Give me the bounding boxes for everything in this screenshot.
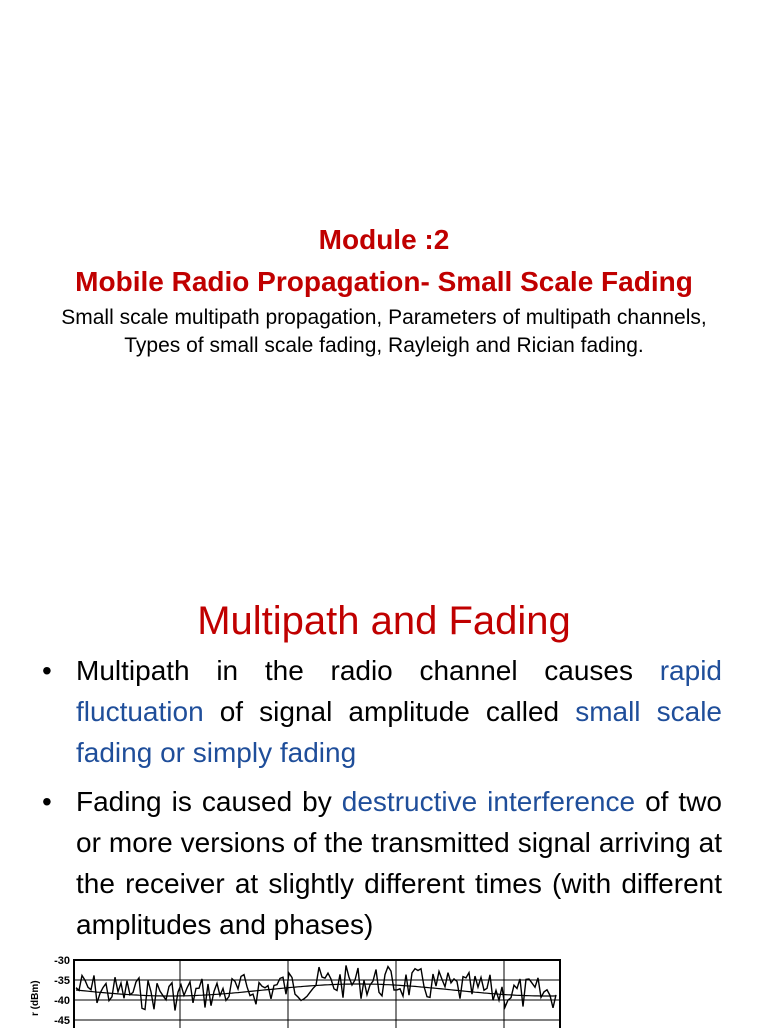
bullet-list	[40, 650, 722, 953]
module-title: Module :2	[318, 224, 450, 255]
bullet-marker: •	[42, 786, 52, 817]
bullet-text: of two or more versions of the transmitted signal arriving at the receiver at slightly different times (with different amplitudes and phases)	[76, 786, 723, 940]
y-tick-label: -30	[54, 955, 70, 967]
module-description: Small scale multipath propagation, Parameters of multipath channels, Types of small scale fading, Rayleigh and Rician fading.	[61, 306, 707, 357]
highlight-destructive-interference: destructive interference	[341, 786, 636, 817]
highlight-rapid-fluctuation: rapid fluctuation	[76, 655, 722, 727]
bullet-text: Fading is caused by	[76, 786, 342, 817]
y-tick-label: -35	[54, 975, 70, 987]
y-axis-label: r (dBm)	[30, 980, 41, 1016]
module-subtitle: Mobile Radio Propagation- Small Scale Fading	[75, 266, 693, 297]
bullet-item-multipath	[40, 650, 722, 773]
y-tick-label: -45	[54, 1015, 70, 1027]
highlight-small-scale-fading: small scale fading or simply fading	[76, 696, 722, 768]
y-tick-label: -40	[54, 995, 70, 1007]
fading-signal-figure	[30, 948, 570, 1028]
y-tick-labels	[54, 955, 70, 1027]
bullet-marker: •	[42, 655, 52, 686]
bullet-text: of signal amplitude called	[203, 696, 576, 727]
bullet-item-fading-cause	[40, 781, 722, 945]
slide-title: Multipath and Fading	[197, 599, 571, 643]
bullet-text: Multipath in the radio channel causes	[76, 655, 660, 686]
fading-signal-trace	[76, 965, 556, 1010]
